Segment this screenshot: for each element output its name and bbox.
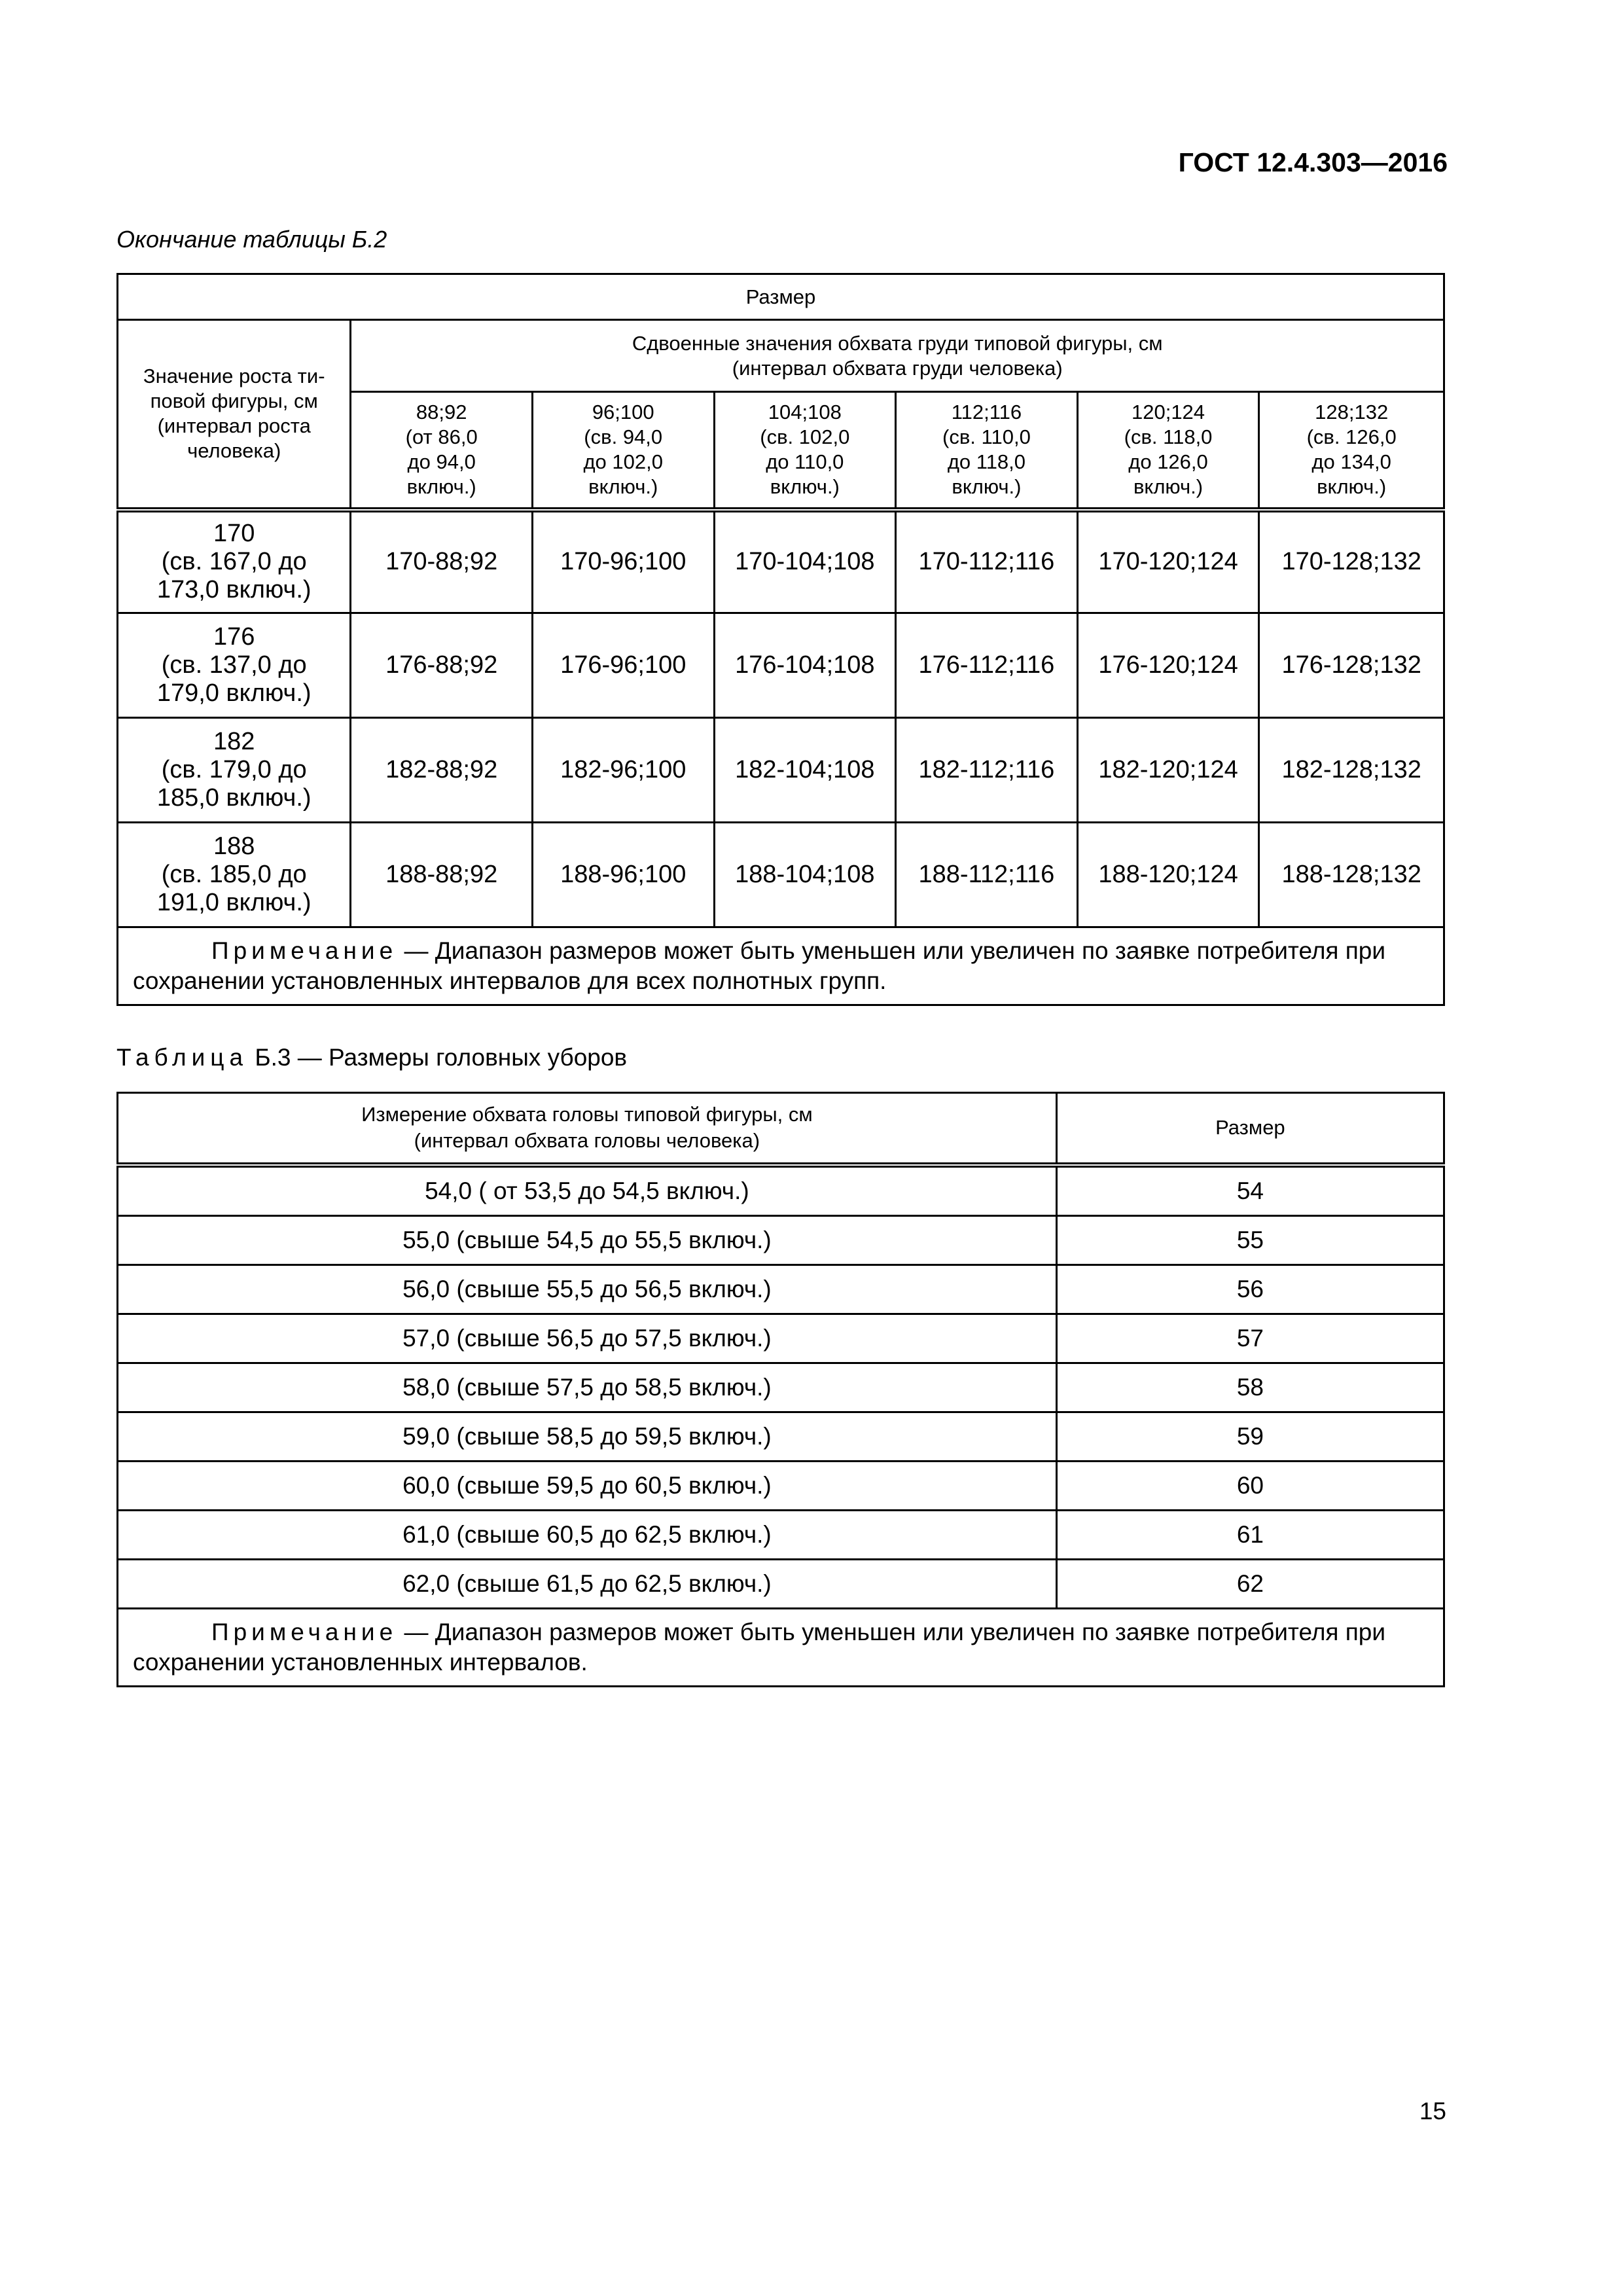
chest-column-header: 120;124 (св. 118,0 до 126,0 включ.)	[1077, 392, 1259, 510]
table-b2	[116, 273, 1445, 1006]
height-cell: 182 (св. 179,0 до 185,0 включ.)	[118, 718, 351, 823]
measure-cell: 59,0 (свыше 58,5 до 59,5 включ.)	[118, 1412, 1057, 1461]
measure-cell: 61,0 (свыше 60,5 до 62,5 включ.)	[118, 1510, 1057, 1559]
measure-cell: 56,0 (свыше 55,5 до 56,5 включ.)	[118, 1265, 1057, 1314]
standard-code: ГОСТ 12.4.303—2016	[1178, 147, 1448, 177]
size-column-header: Размер	[1056, 1093, 1444, 1165]
note-label: Примечание	[211, 1618, 398, 1645]
height-header: Значение роста ти- повой фигуры, см (интервал роста человека)	[118, 320, 351, 510]
measure-cell: 62,0 (свыше 61,5 до 62,5 включ.)	[118, 1559, 1057, 1608]
table-note	[118, 927, 1444, 1005]
size-cell: 182-128;132	[1259, 718, 1444, 823]
size-cell: 188-112;116	[896, 823, 1078, 927]
size-cell: 59	[1056, 1412, 1444, 1461]
chest-column-header: 96;100 (св. 94,0 до 102,0 включ.)	[532, 392, 714, 510]
table-row	[118, 1559, 1444, 1608]
measure-column-header: Измерение обхвата головы типовой фигуры, см (интервал обхвата головы человека)	[118, 1093, 1057, 1165]
size-cell: 170-96;100	[532, 510, 714, 613]
size-cell: 57	[1056, 1314, 1444, 1363]
chest-column-header: 128;132 (св. 126,0 до 134,0 включ.)	[1259, 392, 1444, 510]
size-cell: 176-96;100	[532, 613, 714, 718]
table-row	[118, 1510, 1444, 1559]
note-text: — Диапазон размеров может быть уменьшен или увеличен по заявке потребителя при сохранении установленных интервалов.	[133, 1618, 1385, 1676]
table-row	[118, 1215, 1444, 1265]
size-cell: 188-104;108	[714, 823, 896, 927]
measure-cell: 60,0 (свыше 59,5 до 60,5 включ.)	[118, 1461, 1057, 1510]
size-cell: 182-88;92	[351, 718, 533, 823]
table-row	[118, 718, 1444, 823]
table-row	[118, 510, 1444, 613]
size-cell: 182-112;116	[896, 718, 1078, 823]
table-row	[118, 1314, 1444, 1363]
size-cell: 188-120;124	[1077, 823, 1259, 927]
measure-cell: 58,0 (свыше 57,5 до 58,5 включ.)	[118, 1363, 1057, 1412]
note-label: Примечание	[211, 937, 398, 964]
size-cell: 188-128;132	[1259, 823, 1444, 927]
size-cell: 170-120;124	[1077, 510, 1259, 613]
size-cell: 176-120;124	[1077, 613, 1259, 718]
size-cell: 62	[1056, 1559, 1444, 1608]
size-cell: 54	[1056, 1165, 1444, 1216]
size-cell: 170-112;116	[896, 510, 1078, 613]
chest-column-header: 88;92 (от 86,0 до 94,0 включ.)	[351, 392, 533, 510]
table-row	[118, 613, 1444, 718]
table-b3	[116, 1092, 1445, 1687]
measure-cell: 55,0 (свыше 54,5 до 55,5 включ.)	[118, 1215, 1057, 1265]
height-cell: 188 (св. 185,0 до 191,0 включ.)	[118, 823, 351, 927]
size-cell: 56	[1056, 1265, 1444, 1314]
height-cell: 170 (св. 167,0 до 173,0 включ.)	[118, 510, 351, 613]
table-row	[118, 1412, 1444, 1461]
size-cell: 60	[1056, 1461, 1444, 1510]
size-cell: 176-128;132	[1259, 613, 1444, 718]
size-cell: 61	[1056, 1510, 1444, 1559]
measure-cell: 54,0 ( от 53,5 до 54,5 включ.)	[118, 1165, 1057, 1216]
chest-column-header: 112;116 (св. 110,0 до 118,0 включ.)	[896, 392, 1078, 510]
table-row	[118, 1363, 1444, 1412]
size-cell: 182-104;108	[714, 718, 896, 823]
size-cell: 182-120;124	[1077, 718, 1259, 823]
size-cell: 170-104;108	[714, 510, 896, 613]
size-cell: 55	[1056, 1215, 1444, 1265]
measure-cell: 57,0 (свыше 56,5 до 57,5 включ.)	[118, 1314, 1057, 1363]
chest-column-header: 104;108 (св. 102,0 до 110,0 включ.)	[714, 392, 896, 510]
size-cell: 188-88;92	[351, 823, 533, 927]
size-cell: 176-104;108	[714, 613, 896, 718]
chest-header: Сдвоенные значения обхвата груди типовой фигуры, см (интервал обхвата груди человека)	[351, 320, 1444, 392]
table-b3-title: Таблица Б.3 — Размеры головных уборов	[116, 1044, 628, 1071]
page-number: 15	[1419, 2098, 1446, 2125]
table-row	[118, 823, 1444, 927]
size-cell: 170-128;132	[1259, 510, 1444, 613]
size-cell: 170-88;92	[351, 510, 533, 613]
table-row	[118, 1165, 1444, 1216]
table-note	[118, 1608, 1444, 1686]
size-cell: 58	[1056, 1363, 1444, 1412]
height-cell: 176 (св. 137,0 до 179,0 включ.)	[118, 613, 351, 718]
note-text: — Диапазон размеров может быть уменьшен или увеличен по заявке потребителя при сохранении установленных интервалов для всех полнотных групп.	[133, 937, 1385, 994]
size-cell: 188-96;100	[532, 823, 714, 927]
size-cell: 176-112;116	[896, 613, 1078, 718]
size-cell: 182-96;100	[532, 718, 714, 823]
table-note-row	[118, 927, 1444, 1005]
table-row	[118, 1265, 1444, 1314]
size-header: Размер	[118, 274, 1444, 320]
table-continuation-caption: Окончание таблицы Б.2	[116, 226, 387, 253]
table-row	[118, 1461, 1444, 1510]
table-note-row	[118, 1608, 1444, 1686]
size-cell: 176-88;92	[351, 613, 533, 718]
